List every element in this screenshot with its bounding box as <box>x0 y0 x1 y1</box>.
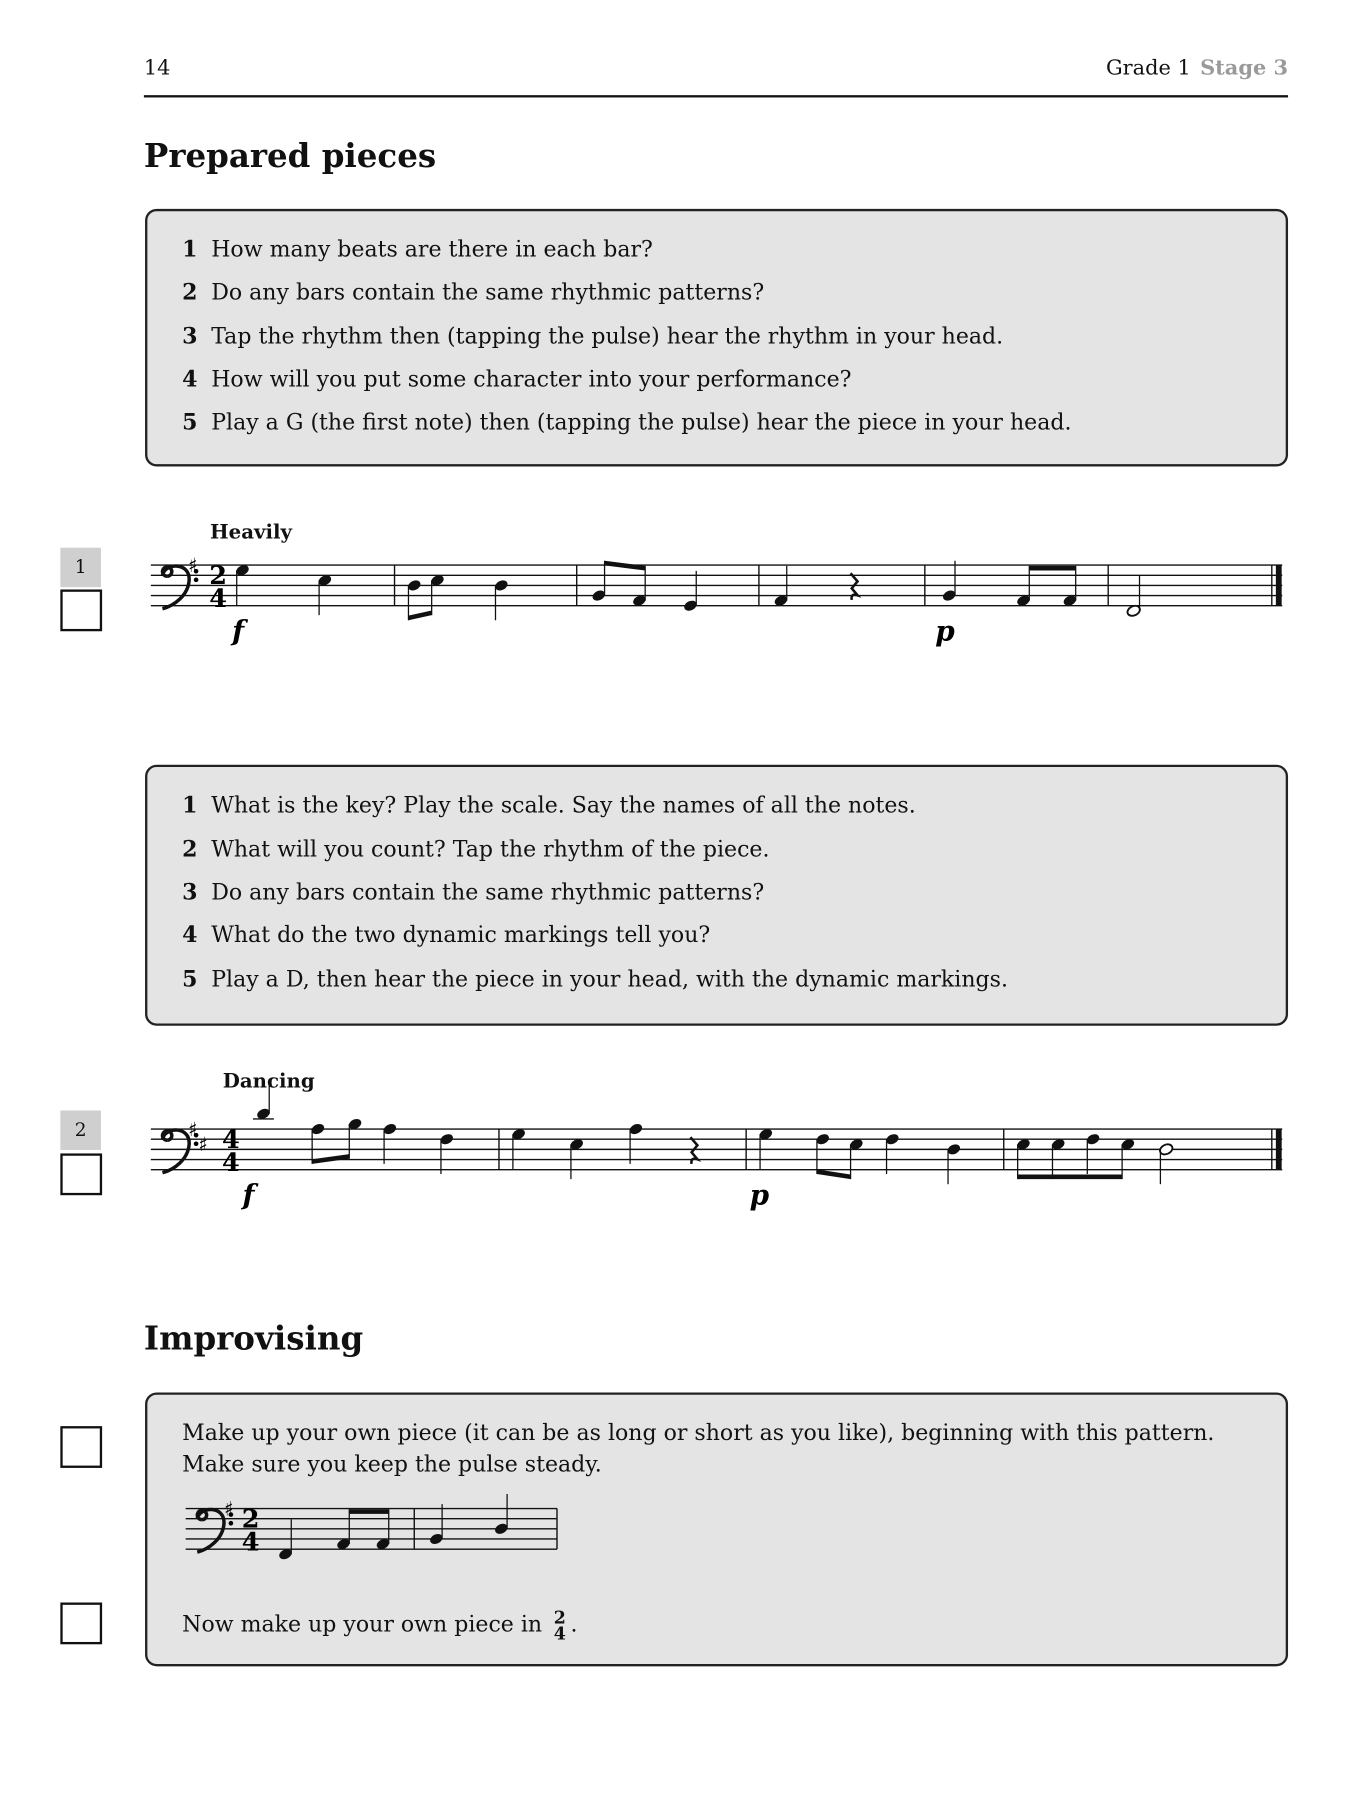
bass-clef-icon <box>197 1509 224 1552</box>
beam <box>312 1154 349 1164</box>
music-staff-piece-1 <box>0 511 1353 673</box>
running-header <box>1106 56 1288 80</box>
time-signature-top: 2 <box>209 561 228 592</box>
improvise-2-checkbox[interactable] <box>60 1603 102 1645</box>
question: 2 Do any bars contain the same rhythmic patterns? <box>182 279 765 306</box>
question: 5 Play a D, then hear the piece in your head, with the dynamic markings. <box>182 966 1008 993</box>
section-heading-improvising: Improvising <box>143 1319 364 1358</box>
question: 2 What will you count? Tap the rhythm of the piece. <box>182 836 770 863</box>
tempo-marking: Dancing <box>222 1069 315 1094</box>
question: 3 Tap the rhythm then (tapping the pulse) hear the rhythm in your head. <box>182 323 1004 350</box>
section-heading-prepared: Prepared pieces <box>143 136 437 176</box>
dynamic-marking: f <box>242 1178 255 1212</box>
tempo-marking: Heavily <box>210 521 292 545</box>
page-number: 14 <box>143 55 171 81</box>
sharp-icon: ♯ <box>198 1133 208 1157</box>
question: 1 How many beats are there in each bar? <box>182 236 653 263</box>
time-signature-top: 2 <box>241 1504 260 1535</box>
question: 3 Do any bars contain the same rhythmic patterns? <box>182 879 765 906</box>
stage-label: Stage 3 <box>1200 55 1289 81</box>
bass-clef-dot <box>194 578 199 583</box>
piece-number-label: 2 <box>60 1111 101 1150</box>
time-signature-bottom: 4 <box>222 1147 240 1178</box>
time-signature-bottom: 4 <box>241 1527 260 1558</box>
bass-clef-dot <box>229 1521 234 1526</box>
beam <box>605 561 646 571</box>
question: 5 Play a G (the first note) then (tapping the pulse) hear the piece in your head. <box>182 409 1072 436</box>
quarter-rest-icon <box>690 1137 697 1164</box>
time-signature-bottom: 4 <box>209 583 228 614</box>
music-staff-piece-2 <box>0 1075 1353 1237</box>
question: 1 What is the key? Play the scale. Say the names of all the notes. <box>182 792 916 819</box>
instruction-text: Make up your own piece (it can be as long or short as you like), beginning with this pattern. <box>182 1420 1215 1446</box>
bass-clef-icon <box>162 566 189 609</box>
bass-clef-icon <box>162 1130 189 1173</box>
questions-box-1 <box>145 209 1288 467</box>
question: 4 What do the two dynamic markings tell you? <box>182 922 711 949</box>
beam <box>1018 1174 1122 1179</box>
beam <box>349 1509 388 1514</box>
time-signature-top: 4 <box>222 1125 240 1156</box>
quarter-rest-icon <box>851 573 858 600</box>
music-staff-improvising <box>0 1474 696 1590</box>
instruction-text: Make sure you keep the pulse steady. <box>182 1451 602 1478</box>
grade-label: Grade 1 <box>1105 55 1191 81</box>
sharp-icon: ♯ <box>187 1118 198 1142</box>
sharp-icon: ♯ <box>187 554 198 578</box>
dynamic-marking: p <box>935 614 955 648</box>
sharp-icon: ♯ <box>223 1497 234 1521</box>
beam <box>408 611 431 621</box>
instruction-text: Now make up your own piece in 2 4 . <box>182 1607 578 1645</box>
questions-box-2 <box>145 765 1288 1026</box>
dynamic-marking: f <box>232 614 245 648</box>
beam <box>817 1169 851 1179</box>
header-rule <box>144 95 1288 97</box>
dynamic-marking: p <box>749 1178 770 1212</box>
time-signature: 2 4 <box>553 1607 566 1645</box>
improvise-1-checkbox[interactable] <box>60 1426 102 1468</box>
question: 4 How will you put some character into your performance? <box>182 366 852 393</box>
beam <box>1029 566 1075 571</box>
piece-number-label: 1 <box>60 548 101 587</box>
